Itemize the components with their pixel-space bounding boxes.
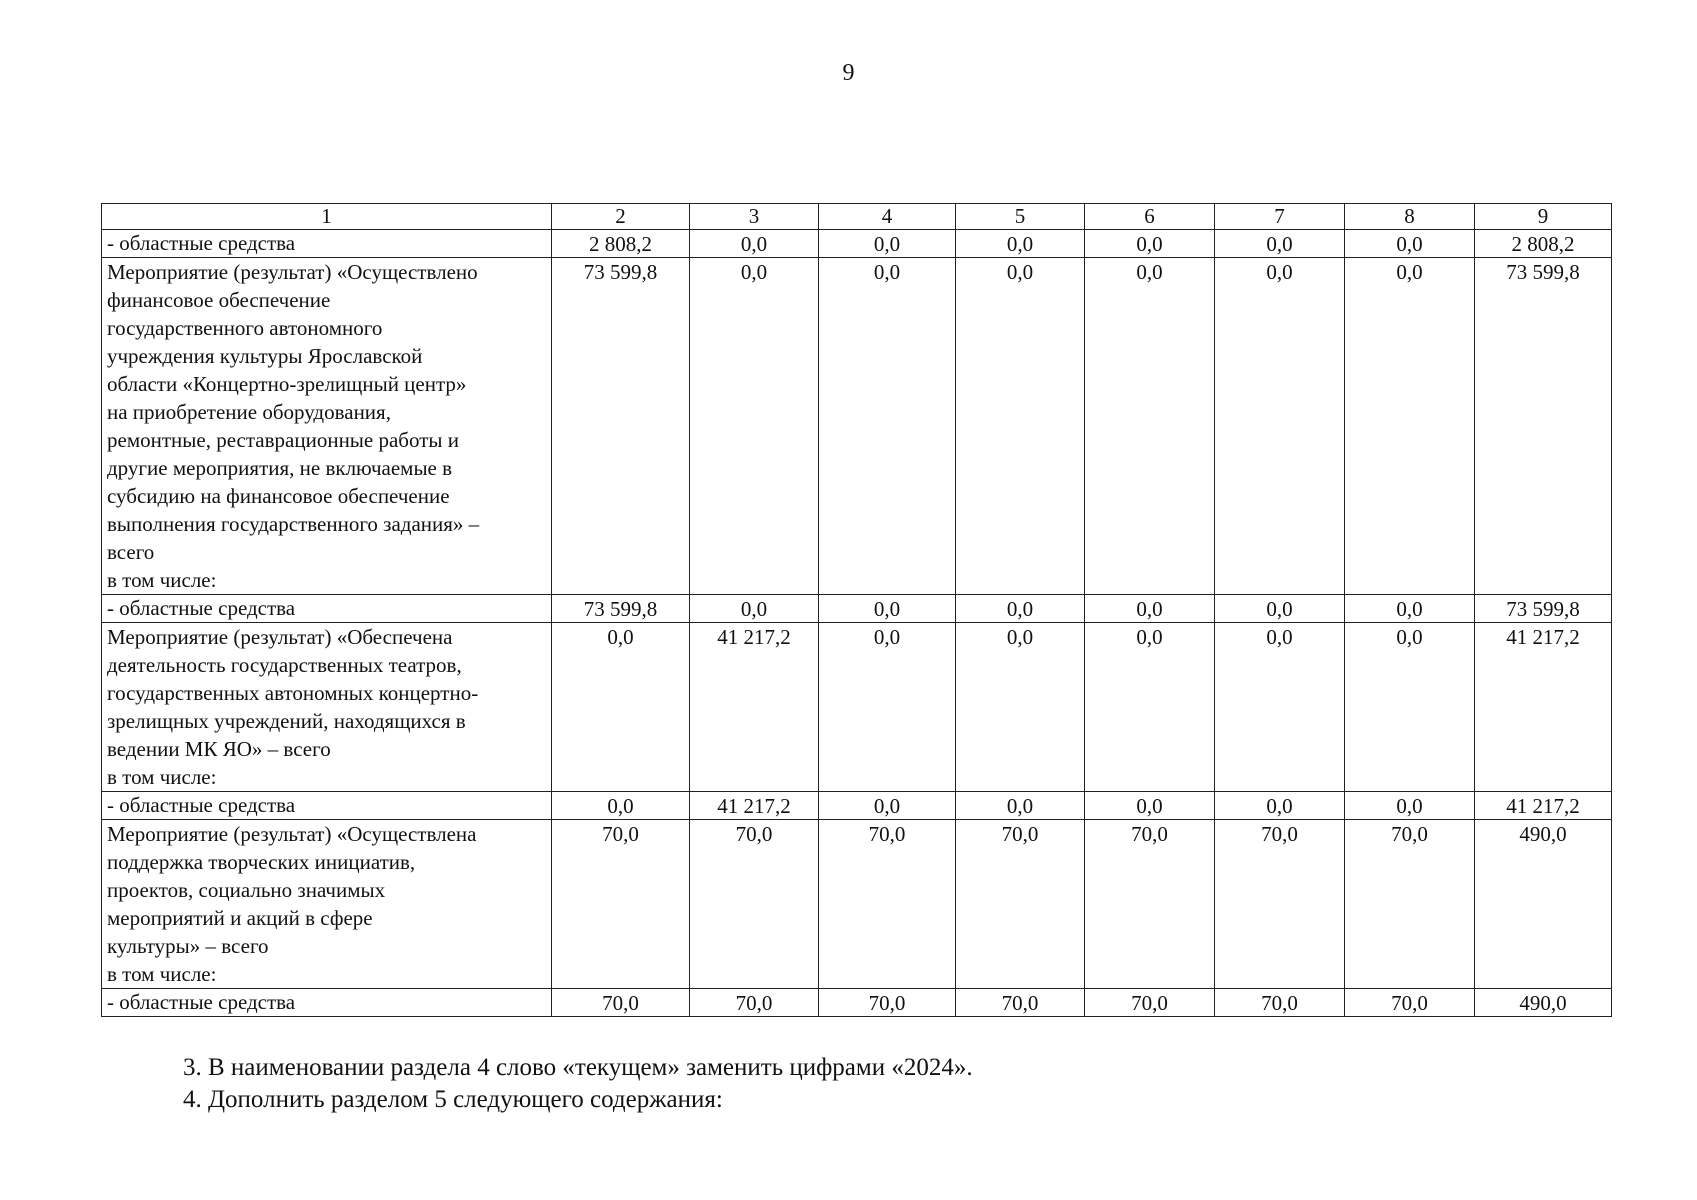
budget-table	[101, 203, 1612, 1017]
table-cell: 0,0	[1345, 230, 1475, 258]
table-cell: 70,0	[690, 989, 819, 1017]
table-cell: 0,0	[956, 792, 1085, 820]
table-cell: 0,0	[690, 258, 819, 595]
table-cell: 70,0	[1215, 820, 1345, 989]
column-header: 4	[819, 204, 956, 230]
amendment-paragraphs	[183, 1052, 1583, 1116]
table-row	[102, 230, 1612, 258]
column-header: 8	[1345, 204, 1475, 230]
row-label: - областные средства	[102, 989, 552, 1017]
column-header: 9	[1475, 204, 1612, 230]
column-header: 7	[1215, 204, 1345, 230]
table-cell: 0,0	[1345, 258, 1475, 595]
table-cell: 490,0	[1475, 989, 1612, 1017]
table-cell: 41 217,2	[690, 623, 819, 792]
table-cell: 41 217,2	[1475, 623, 1612, 792]
table-cell: 0,0	[819, 623, 956, 792]
row-label: - областные средства	[102, 230, 552, 258]
table-cell: 70,0	[819, 989, 956, 1017]
table-cell: 0,0	[819, 792, 956, 820]
table-cell: 0,0	[1345, 792, 1475, 820]
table-cell: 0,0	[1215, 595, 1345, 623]
table-cell: 0,0	[690, 595, 819, 623]
row-label: Мероприятие (результат) «Обеспечена деятельность государственных театров, государственных автономных концертно- зрелищных учреждений, находящихся в ведении МК ЯО» – всего в том числе:	[102, 623, 552, 792]
column-header: 5	[956, 204, 1085, 230]
table-cell: 70,0	[1085, 989, 1215, 1017]
table-cell: 70,0	[819, 820, 956, 989]
row-label: Мероприятие (результат) «Осуществлено финансовое обеспечение государственного автономного учреждения культуры Ярославской области «Концертно-зрелищный центр» на приобретение оборудования, ремонтные, реставрационные работы и другие мероприятия, не включаемые в субсидию на финансовое обеспечение выполнения государственного задания» – всего в том числе:	[102, 258, 552, 595]
table-cell: 0,0	[1215, 230, 1345, 258]
table-cell: 0,0	[1345, 623, 1475, 792]
table-row	[102, 258, 1612, 595]
table-cell: 70,0	[1085, 820, 1215, 989]
table-cell: 41 217,2	[1475, 792, 1612, 820]
table-row	[102, 595, 1612, 623]
table-cell: 70,0	[1345, 989, 1475, 1017]
table-cell: 0,0	[1085, 792, 1215, 820]
table-cell: 0,0	[819, 230, 956, 258]
page-number: 9	[842, 60, 855, 86]
table-row	[102, 623, 1612, 792]
table-row	[102, 792, 1612, 820]
table-cell: 490,0	[1475, 820, 1612, 989]
table-cell: 0,0	[1085, 230, 1215, 258]
column-header: 1	[102, 204, 552, 230]
paragraph: 3. В наименовании раздела 4 слово «текущем» заменить цифрами «2024».	[183, 1054, 973, 1081]
row-label: - областные средства	[102, 595, 552, 623]
row-label: Мероприятие (результат) «Осуществлена поддержка творческих инициатив, проектов, социально значимых мероприятий и акций в сфере культуры» – всего в том числе:	[102, 820, 552, 989]
table-cell: 0,0	[956, 258, 1085, 595]
table-cell: 0,0	[1345, 595, 1475, 623]
table-cell: 70,0	[552, 820, 690, 989]
table-cell: 0,0	[819, 595, 956, 623]
table-cell: 73 599,8	[552, 595, 690, 623]
table-cell: 0,0	[1085, 595, 1215, 623]
table-cell: 0,0	[1215, 792, 1345, 820]
table-cell: 70,0	[956, 820, 1085, 989]
table-cell: 73 599,8	[552, 258, 690, 595]
table-cell: 0,0	[1085, 623, 1215, 792]
paragraph: 4. Дополнить разделом 5 следующего содержания:	[183, 1086, 723, 1113]
table-cell: 0,0	[1085, 258, 1215, 595]
table-header-row	[102, 204, 1612, 230]
table-cell: 73 599,8	[1475, 258, 1612, 595]
table-row	[102, 989, 1612, 1017]
table-cell: 0,0	[956, 595, 1085, 623]
table-cell: 0,0	[819, 258, 956, 595]
table-cell: 73 599,8	[1475, 595, 1612, 623]
column-header: 6	[1085, 204, 1215, 230]
row-label: - областные средства	[102, 792, 552, 820]
column-header: 3	[690, 204, 819, 230]
table-cell: 2 808,2	[552, 230, 690, 258]
table-cell: 70,0	[690, 820, 819, 989]
table-cell: 41 217,2	[690, 792, 819, 820]
table-cell: 0,0	[956, 230, 1085, 258]
table-cell: 0,0	[1215, 623, 1345, 792]
table-cell: 70,0	[552, 989, 690, 1017]
table-cell: 0,0	[552, 623, 690, 792]
table-row	[102, 820, 1612, 989]
table-cell: 70,0	[956, 989, 1085, 1017]
table-cell: 0,0	[956, 623, 1085, 792]
table-cell: 2 808,2	[1475, 230, 1612, 258]
table-cell: 0,0	[690, 230, 819, 258]
table-cell: 0,0	[1215, 258, 1345, 595]
table-cell: 0,0	[552, 792, 690, 820]
table-cell: 70,0	[1345, 820, 1475, 989]
column-header: 2	[552, 204, 690, 230]
table-cell: 70,0	[1215, 989, 1345, 1017]
